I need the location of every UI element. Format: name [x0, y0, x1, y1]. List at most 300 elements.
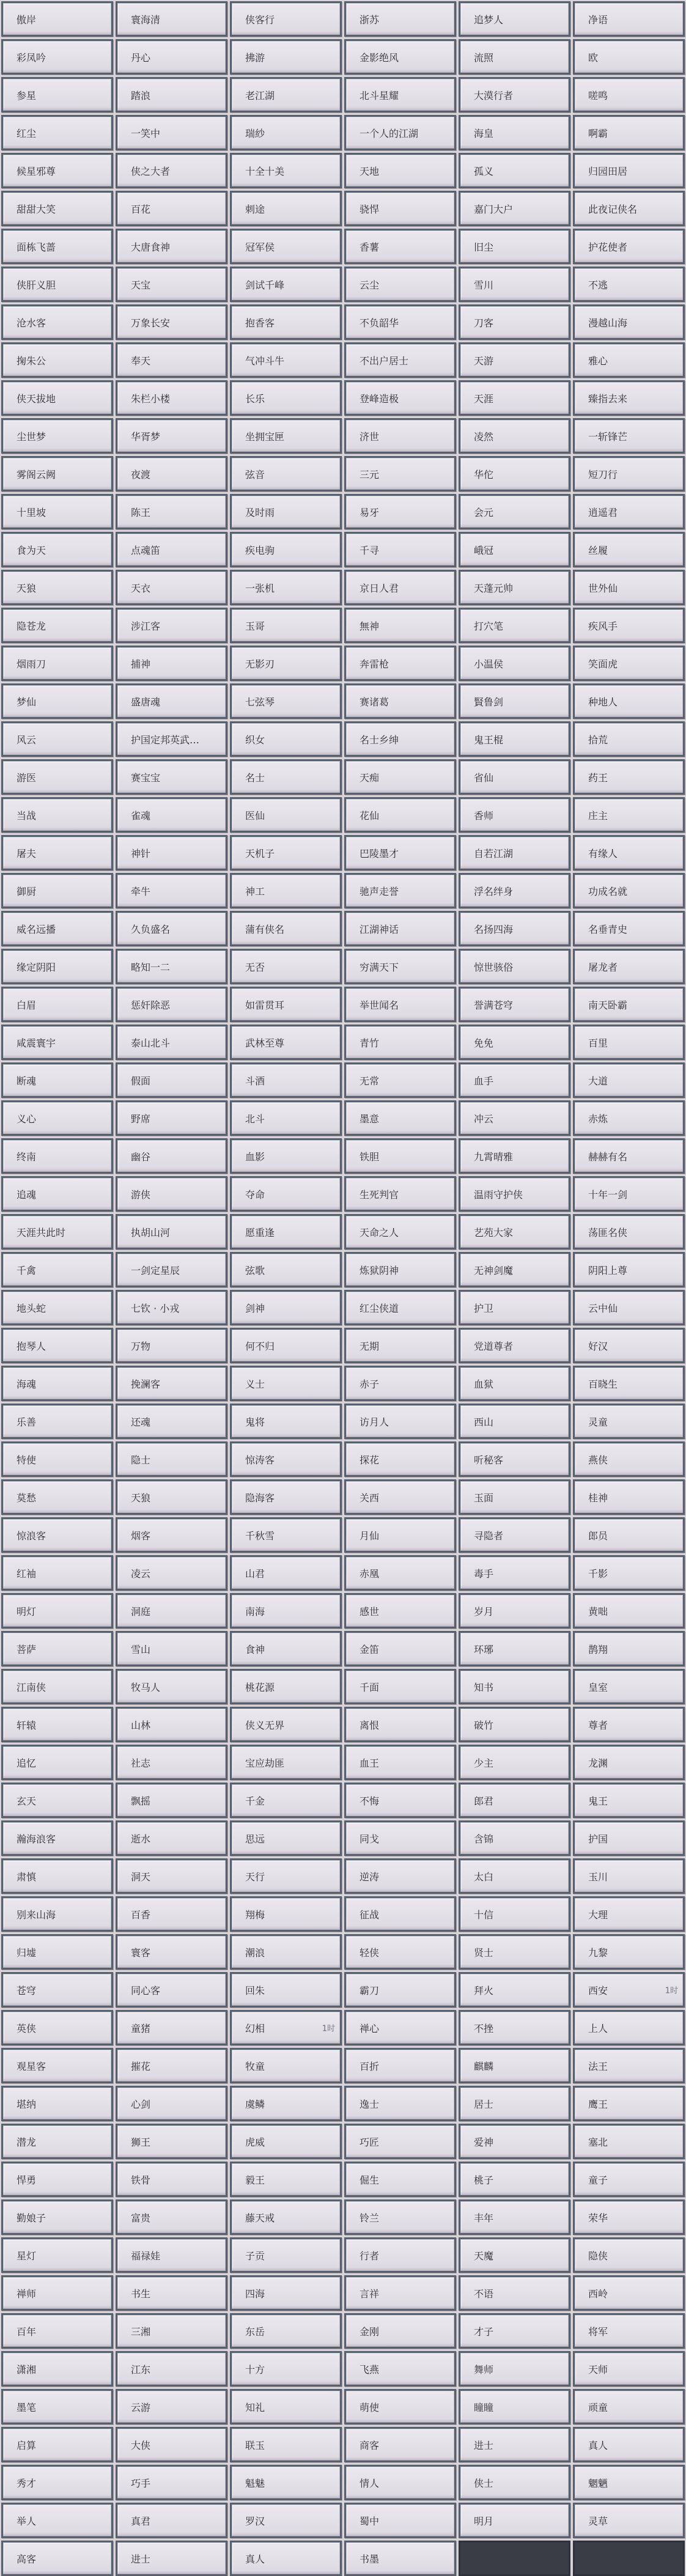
title-tile[interactable] — [116, 229, 227, 264]
title-tile[interactable] — [344, 1062, 456, 1098]
title-tile[interactable] — [230, 2162, 342, 2197]
title-tile[interactable] — [1, 1669, 113, 1704]
title-tile[interactable] — [1, 683, 113, 719]
title-tile[interactable] — [230, 1858, 342, 1894]
title-tile[interactable] — [459, 1669, 570, 1704]
title-tile[interactable] — [116, 1366, 227, 1401]
title-tile[interactable] — [459, 1631, 570, 1666]
title-tile[interactable] — [1, 1896, 113, 1932]
title-tile[interactable] — [116, 115, 227, 150]
title-tile[interactable] — [573, 987, 685, 1022]
title-tile[interactable] — [1, 1745, 113, 1780]
title-tile[interactable] — [116, 1669, 227, 1704]
title-tile[interactable] — [116, 949, 227, 984]
title-tile[interactable] — [573, 229, 685, 264]
title-tile[interactable] — [116, 2389, 227, 2424]
title-tile[interactable] — [344, 1, 456, 37]
title-tile[interactable] — [230, 39, 342, 75]
title-tile[interactable] — [459, 2503, 570, 2538]
title-tile[interactable] — [1, 2048, 113, 2083]
title-tile[interactable] — [230, 1972, 342, 2007]
title-tile[interactable] — [573, 1252, 685, 1287]
title-tile[interactable] — [116, 2237, 227, 2273]
title-tile[interactable] — [116, 1707, 227, 1742]
title-tile[interactable] — [1, 532, 113, 567]
title-tile[interactable] — [1, 2503, 113, 2538]
title-tile[interactable] — [459, 1441, 570, 1477]
title-tile[interactable] — [1, 1025, 113, 1060]
title-tile[interactable] — [573, 1669, 685, 1704]
title-tile[interactable] — [344, 380, 456, 416]
title-tile[interactable] — [459, 2010, 570, 2045]
title-tile[interactable] — [116, 456, 227, 491]
title-tile[interactable] — [459, 608, 570, 643]
title-tile[interactable] — [344, 2124, 456, 2159]
title-tile[interactable] — [344, 1328, 456, 1363]
title-tile[interactable] — [230, 1934, 342, 1970]
title-tile[interactable] — [344, 2427, 456, 2462]
title-tile[interactable] — [344, 1858, 456, 1894]
title-tile[interactable] — [344, 153, 456, 188]
title-tile[interactable] — [573, 646, 685, 681]
title-tile[interactable] — [116, 1176, 227, 1212]
title-tile[interactable] — [116, 911, 227, 946]
title-tile[interactable] — [1, 1, 113, 37]
title-tile[interactable] — [344, 1138, 456, 1174]
title-tile[interactable] — [1, 1404, 113, 1439]
title-tile[interactable] — [116, 2313, 227, 2349]
title-tile[interactable] — [344, 1441, 456, 1477]
title-tile[interactable] — [1, 1328, 113, 1363]
title-tile[interactable] — [573, 1404, 685, 1439]
title-tile[interactable] — [230, 1555, 342, 1591]
title-tile[interactable] — [230, 1366, 342, 1401]
title-tile[interactable] — [344, 494, 456, 529]
title-tile[interactable] — [573, 1366, 685, 1401]
title-tile[interactable] — [344, 77, 456, 112]
title-tile[interactable] — [459, 2351, 570, 2386]
title-tile[interactable] — [1, 2162, 113, 2197]
title-tile[interactable] — [459, 1479, 570, 1515]
title-tile[interactable] — [116, 39, 227, 75]
title-tile[interactable] — [344, 1290, 456, 1325]
title-tile[interactable] — [459, 229, 570, 264]
title-tile[interactable] — [573, 2010, 685, 2045]
title-tile[interactable] — [344, 342, 456, 378]
title-tile[interactable] — [573, 2048, 685, 2083]
title-tile[interactable] — [573, 1631, 685, 1666]
title-tile[interactable] — [459, 1062, 570, 1098]
title-tile[interactable] — [1, 1138, 113, 1174]
title-tile[interactable] — [573, 2275, 685, 2311]
title-tile[interactable] — [573, 1555, 685, 1591]
title-tile[interactable] — [230, 229, 342, 264]
title-tile[interactable] — [1, 797, 113, 833]
title-tile[interactable] — [573, 1441, 685, 1477]
title-tile[interactable] — [116, 570, 227, 605]
title-tile[interactable] — [1, 608, 113, 643]
title-tile[interactable] — [344, 191, 456, 226]
title-tile[interactable] — [230, 1707, 342, 1742]
title-tile[interactable] — [1, 1252, 113, 1287]
title-tile[interactable] — [459, 380, 570, 416]
title-tile[interactable] — [459, 494, 570, 529]
title-tile[interactable] — [459, 721, 570, 757]
title-tile[interactable] — [1, 1441, 113, 1477]
title-tile[interactable] — [459, 683, 570, 719]
title-tile[interactable] — [1, 835, 113, 870]
title-tile[interactable] — [1, 1707, 113, 1742]
title-tile[interactable] — [1, 570, 113, 605]
title-tile[interactable] — [230, 1479, 342, 1515]
title-tile[interactable] — [230, 911, 342, 946]
title-tile[interactable] — [573, 2313, 685, 2349]
title-tile[interactable] — [230, 608, 342, 643]
title-tile[interactable] — [230, 1783, 342, 1818]
title-tile[interactable] — [230, 683, 342, 719]
title-tile[interactable] — [573, 342, 685, 378]
title-tile[interactable] — [116, 1517, 227, 1553]
title-tile[interactable] — [573, 2237, 685, 2273]
title-tile[interactable] — [459, 1858, 570, 1894]
title-tile[interactable] — [116, 1479, 227, 1515]
title-tile[interactable] — [573, 2465, 685, 2500]
title-tile[interactable] — [230, 1025, 342, 1060]
title-tile[interactable] — [344, 1404, 456, 1439]
title-tile[interactable] — [459, 1100, 570, 1136]
title-tile[interactable] — [344, 2389, 456, 2424]
title-tile[interactable] — [230, 2086, 342, 2121]
title-tile[interactable] — [1, 1631, 113, 1666]
title-tile[interactable] — [1, 721, 113, 757]
title-tile[interactable] — [1, 1972, 113, 2007]
title-tile[interactable] — [344, 2541, 456, 2576]
title-tile[interactable] — [1, 2541, 113, 2576]
title-tile[interactable] — [230, 1593, 342, 1628]
title-tile[interactable] — [116, 380, 227, 416]
title-tile[interactable] — [459, 2465, 570, 2500]
title-tile[interactable] — [344, 1896, 456, 1932]
title-tile[interactable] — [459, 1555, 570, 1591]
title-tile[interactable] — [459, 532, 570, 567]
title-tile[interactable] — [573, 1745, 685, 1780]
title-tile[interactable] — [116, 1631, 227, 1666]
title-tile[interactable] — [230, 1669, 342, 1704]
title-tile[interactable] — [230, 2389, 342, 2424]
title-tile[interactable] — [1, 153, 113, 188]
title-tile[interactable] — [1, 39, 113, 75]
title-tile[interactable] — [573, 380, 685, 416]
title-tile[interactable] — [116, 1745, 227, 1780]
title-tile[interactable] — [1, 1100, 113, 1136]
title-tile[interactable] — [344, 115, 456, 150]
title-tile[interactable] — [573, 570, 685, 605]
title-tile[interactable] — [1, 1820, 113, 1856]
title-tile[interactable] — [1, 2313, 113, 2349]
title-tile[interactable] — [230, 2503, 342, 2538]
title-tile[interactable] — [573, 39, 685, 75]
title-tile[interactable] — [344, 1100, 456, 1136]
title-tile[interactable] — [230, 1441, 342, 1477]
title-tile[interactable] — [459, 1404, 570, 1439]
title-tile[interactable] — [344, 1479, 456, 1515]
title-tile[interactable] — [1, 229, 113, 264]
title-tile[interactable] — [116, 759, 227, 795]
title-tile[interactable] — [116, 494, 227, 529]
title-tile[interactable] — [573, 911, 685, 946]
title-tile[interactable] — [230, 1176, 342, 1212]
title-tile[interactable] — [573, 2503, 685, 2538]
title-tile[interactable] — [573, 949, 685, 984]
title-tile[interactable] — [1, 2427, 113, 2462]
title-tile[interactable] — [573, 115, 685, 150]
title-tile[interactable] — [1, 1593, 113, 1628]
title-tile[interactable] — [573, 2199, 685, 2235]
title-tile[interactable] — [573, 683, 685, 719]
title-tile[interactable] — [459, 835, 570, 870]
title-tile[interactable] — [116, 1555, 227, 1591]
title-tile[interactable] — [1, 2465, 113, 2500]
title-tile[interactable] — [116, 2541, 227, 2576]
title-tile[interactable] — [459, 911, 570, 946]
title-tile[interactable] — [573, 304, 685, 340]
title-tile[interactable] — [116, 1138, 227, 1174]
title-tile[interactable] — [573, 1783, 685, 1818]
title-tile[interactable] — [230, 570, 342, 605]
title-tile[interactable] — [230, 2351, 342, 2386]
title-tile[interactable] — [459, 418, 570, 454]
title-tile[interactable] — [573, 1593, 685, 1628]
title-tile[interactable] — [344, 1252, 456, 1287]
title-tile[interactable] — [573, 2124, 685, 2159]
title-tile[interactable] — [116, 1593, 227, 1628]
title-tile[interactable] — [230, 2313, 342, 2349]
title-tile[interactable] — [1, 456, 113, 491]
title-tile[interactable] — [344, 1517, 456, 1553]
title-tile[interactable] — [1, 2351, 113, 2386]
title-tile[interactable] — [230, 797, 342, 833]
title-tile[interactable] — [230, 153, 342, 188]
title-tile[interactable] — [459, 1290, 570, 1325]
title-tile[interactable] — [573, 418, 685, 454]
title-tile[interactable] — [344, 2048, 456, 2083]
title-tile[interactable] — [459, 1745, 570, 1780]
title-tile[interactable] — [1, 2010, 113, 2045]
title-tile[interactable] — [573, 1100, 685, 1136]
title-tile[interactable] — [344, 532, 456, 567]
title-tile[interactable] — [230, 304, 342, 340]
title-tile[interactable] — [230, 2010, 342, 2045]
title-tile[interactable] — [230, 2048, 342, 2083]
title-tile[interactable] — [344, 949, 456, 984]
title-tile[interactable] — [459, 1896, 570, 1932]
title-tile[interactable] — [230, 2465, 342, 2500]
title-tile[interactable] — [344, 2503, 456, 2538]
title-tile[interactable] — [116, 1934, 227, 1970]
title-tile[interactable] — [573, 1479, 685, 1515]
title-tile[interactable] — [459, 646, 570, 681]
title-tile[interactable] — [116, 608, 227, 643]
title-tile[interactable] — [344, 608, 456, 643]
title-tile[interactable] — [344, 1214, 456, 1249]
title-tile[interactable] — [230, 2124, 342, 2159]
title-tile[interactable] — [230, 267, 342, 302]
title-tile[interactable] — [459, 2427, 570, 2462]
title-tile[interactable] — [459, 304, 570, 340]
title-tile[interactable] — [1, 1479, 113, 1515]
title-tile[interactable] — [1, 77, 113, 112]
title-tile[interactable] — [344, 1669, 456, 1704]
title-tile[interactable] — [1, 494, 113, 529]
title-tile[interactable] — [344, 1745, 456, 1780]
title-tile[interactable] — [573, 2427, 685, 2462]
title-tile[interactable] — [459, 2162, 570, 2197]
title-tile[interactable] — [459, 2199, 570, 2235]
title-tile[interactable] — [344, 911, 456, 946]
title-tile[interactable] — [230, 1138, 342, 1174]
title-tile[interactable] — [459, 797, 570, 833]
title-tile[interactable] — [344, 229, 456, 264]
title-tile[interactable] — [116, 191, 227, 226]
title-tile[interactable] — [1, 1783, 113, 1818]
title-tile[interactable] — [344, 1707, 456, 1742]
title-tile[interactable] — [116, 267, 227, 302]
title-tile[interactable] — [1, 2124, 113, 2159]
title-tile[interactable] — [116, 1328, 227, 1363]
title-tile[interactable] — [573, 1, 685, 37]
title-tile[interactable] — [573, 1896, 685, 1932]
title-tile[interactable] — [116, 304, 227, 340]
title-tile[interactable] — [344, 2351, 456, 2386]
title-tile[interactable] — [116, 532, 227, 567]
title-tile[interactable] — [344, 721, 456, 757]
title-tile[interactable] — [344, 2162, 456, 2197]
title-tile[interactable] — [573, 1138, 685, 1174]
title-tile[interactable] — [230, 191, 342, 226]
title-tile[interactable] — [459, 77, 570, 112]
title-tile[interactable] — [344, 987, 456, 1022]
title-tile[interactable] — [459, 1, 570, 37]
title-tile[interactable] — [573, 1707, 685, 1742]
title-tile[interactable] — [459, 873, 570, 908]
title-tile[interactable] — [116, 1820, 227, 1856]
title-tile[interactable] — [459, 342, 570, 378]
title-tile[interactable] — [459, 153, 570, 188]
title-tile[interactable] — [230, 1745, 342, 1780]
title-tile[interactable] — [459, 1366, 570, 1401]
title-tile[interactable] — [230, 721, 342, 757]
title-tile[interactable] — [344, 1555, 456, 1591]
title-tile[interactable] — [1, 1934, 113, 1970]
title-tile[interactable] — [230, 1100, 342, 1136]
title-tile[interactable] — [573, 1025, 685, 1060]
title-tile[interactable] — [344, 39, 456, 75]
title-tile[interactable] — [344, 1934, 456, 1970]
title-tile[interactable] — [573, 759, 685, 795]
title-tile[interactable] — [1, 2389, 113, 2424]
title-tile[interactable] — [116, 418, 227, 454]
title-tile[interactable] — [230, 835, 342, 870]
title-tile[interactable] — [459, 1820, 570, 1856]
title-tile[interactable] — [230, 1328, 342, 1363]
title-tile[interactable] — [1, 304, 113, 340]
title-tile[interactable] — [230, 1631, 342, 1666]
title-tile[interactable] — [573, 2086, 685, 2121]
title-tile[interactable] — [459, 2275, 570, 2311]
title-tile[interactable] — [1, 1555, 113, 1591]
title-tile[interactable] — [116, 683, 227, 719]
title-tile[interactable] — [459, 1517, 570, 1553]
title-tile[interactable] — [344, 646, 456, 681]
title-tile[interactable] — [116, 1783, 227, 1818]
title-tile[interactable] — [459, 2086, 570, 2121]
title-tile[interactable] — [573, 267, 685, 302]
title-tile[interactable] — [1, 1214, 113, 1249]
title-tile[interactable] — [344, 1176, 456, 1212]
title-tile[interactable] — [116, 1290, 227, 1325]
title-tile[interactable] — [230, 1, 342, 37]
title-tile[interactable] — [344, 1820, 456, 1856]
title-tile[interactable] — [573, 1858, 685, 1894]
title-tile[interactable] — [344, 418, 456, 454]
title-tile[interactable] — [1, 873, 113, 908]
title-tile[interactable] — [573, 2162, 685, 2197]
title-tile[interactable] — [116, 873, 227, 908]
title-tile[interactable] — [116, 1100, 227, 1136]
title-tile[interactable] — [459, 2313, 570, 2349]
title-tile[interactable] — [230, 2541, 342, 2576]
title-tile[interactable] — [344, 456, 456, 491]
title-tile[interactable] — [230, 1896, 342, 1932]
title-tile[interactable] — [1, 646, 113, 681]
title-tile[interactable] — [573, 456, 685, 491]
title-tile[interactable] — [230, 2427, 342, 2462]
title-tile[interactable] — [573, 1934, 685, 1970]
title-tile[interactable] — [459, 1025, 570, 1060]
title-tile[interactable] — [116, 721, 227, 757]
title-tile[interactable] — [459, 1593, 570, 1628]
title-tile[interactable] — [573, 2389, 685, 2424]
title-tile[interactable] — [459, 267, 570, 302]
title-tile[interactable] — [344, 1783, 456, 1818]
title-tile[interactable] — [344, 1631, 456, 1666]
title-tile[interactable] — [116, 1972, 227, 2007]
title-tile[interactable] — [1, 2237, 113, 2273]
title-tile[interactable] — [230, 2237, 342, 2273]
title-tile[interactable] — [344, 2086, 456, 2121]
title-tile[interactable] — [1, 267, 113, 302]
title-tile[interactable] — [1, 949, 113, 984]
title-tile[interactable] — [230, 2199, 342, 2235]
title-tile[interactable] — [230, 1252, 342, 1287]
title-tile[interactable] — [459, 1214, 570, 1249]
title-tile[interactable] — [1, 1517, 113, 1553]
title-tile[interactable] — [230, 418, 342, 454]
title-tile[interactable] — [573, 191, 685, 226]
title-tile[interactable] — [116, 1858, 227, 1894]
title-tile[interactable] — [1, 191, 113, 226]
title-tile[interactable] — [116, 835, 227, 870]
title-tile[interactable] — [573, 835, 685, 870]
title-tile[interactable] — [230, 1062, 342, 1098]
title-tile[interactable] — [116, 2086, 227, 2121]
title-tile[interactable] — [459, 949, 570, 984]
title-tile[interactable] — [344, 873, 456, 908]
title-tile[interactable] — [573, 608, 685, 643]
title-tile[interactable] — [344, 570, 456, 605]
title-tile[interactable] — [573, 1290, 685, 1325]
title-tile[interactable] — [116, 2465, 227, 2500]
